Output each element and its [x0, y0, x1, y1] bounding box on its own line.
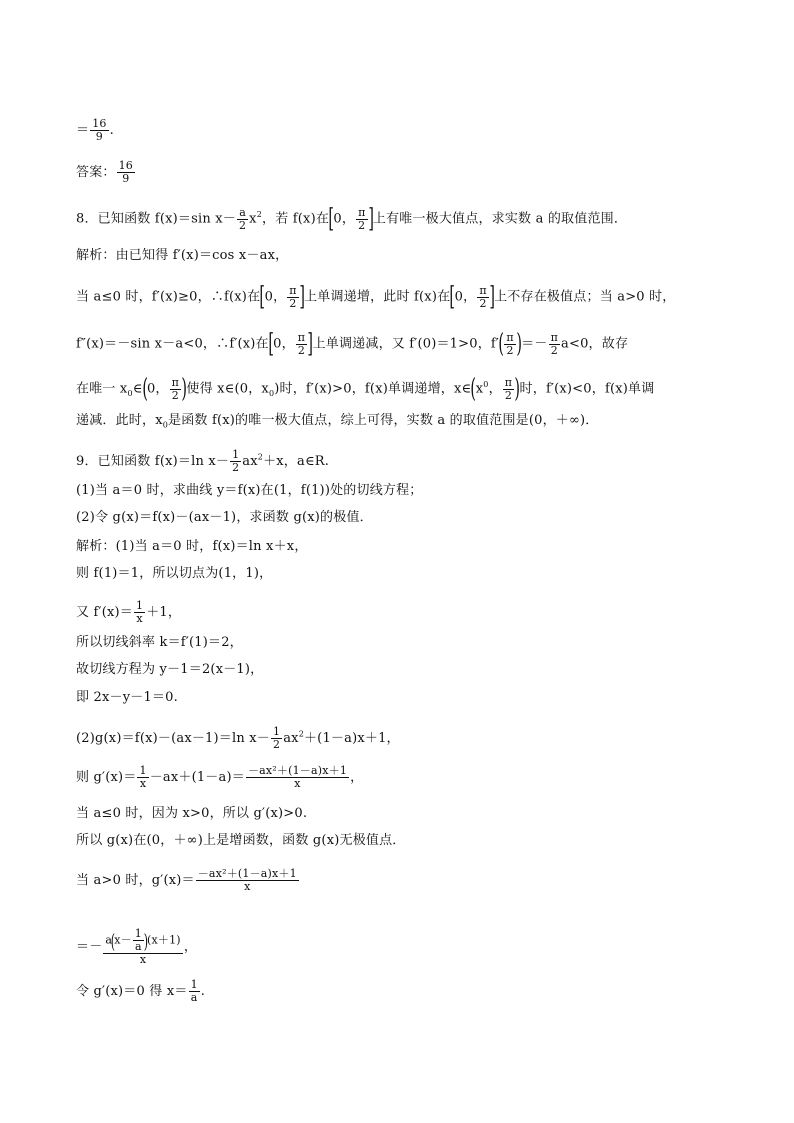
fraction — [134, 600, 145, 625]
text: x — [249, 211, 257, 227]
fraction — [504, 332, 515, 357]
text: 当 a≤0 时，因为 x>0，所以 g′(x)>0. — [76, 806, 308, 821]
text: 使得 x∈(0，x — [186, 381, 269, 397]
denominator: 9 — [95, 130, 103, 143]
denominator: a — [190, 991, 198, 1004]
text: 令 g′(x)＝0 得 x＝ — [76, 984, 188, 999]
text: 8．已知函数 f(x)＝sin x－ — [76, 211, 236, 227]
line-result — [76, 118, 114, 143]
solution-9-line1 — [76, 539, 308, 555]
text: －ax＋(1－a)＝ — [149, 770, 245, 785]
text: 0， — [264, 289, 287, 305]
text: ＝ — [76, 123, 90, 138]
text: 则 g′(x)＝ — [76, 770, 137, 785]
denominator: 2 — [479, 296, 487, 310]
bracket: [ — [259, 282, 266, 312]
solution-8-line1 — [76, 248, 288, 264]
text: x — [475, 381, 484, 397]
text: ， — [488, 381, 502, 397]
subscript: 0 — [127, 389, 133, 399]
denominator: 2 — [504, 388, 513, 402]
text: 时，f′(x)<0，f(x)单调 — [519, 381, 655, 397]
text: ＝－ — [521, 336, 548, 352]
problem-9-part1 — [76, 483, 423, 499]
numerator: π — [289, 283, 297, 297]
numerator: π — [479, 283, 487, 297]
denominator: x — [139, 953, 147, 966]
numerator: 1 — [135, 599, 144, 612]
bracket: ] — [299, 282, 305, 312]
bracket: ] — [307, 329, 314, 359]
fraction — [296, 332, 307, 357]
text: 0， — [146, 381, 169, 397]
text: ax — [242, 454, 258, 469]
denominator: x — [244, 880, 251, 893]
bracket: ( — [498, 329, 505, 359]
bracket: ] — [489, 282, 495, 312]
text: (2)g(x)＝f(x)－(ax－1)＝ln x－ — [76, 731, 270, 746]
numerator: π — [297, 330, 306, 344]
numerator: 1 — [139, 764, 147, 777]
numerator: －ax²＋(1－a)x＋1 — [197, 867, 297, 880]
denominator: 2 — [232, 461, 240, 474]
bracket: [ — [328, 204, 335, 234]
text: a<0，故存 — [561, 336, 629, 352]
superscript: 2 — [256, 210, 263, 220]
numerator: 16 — [118, 159, 134, 172]
superscript: 2 — [298, 729, 304, 739]
text: 所以切线斜率 k＝f′(1)＝2， — [76, 635, 243, 650]
text: ＋1， — [146, 605, 182, 620]
text: 在唯一 x — [76, 381, 128, 397]
numerator: a — [237, 207, 248, 220]
bracket: ) — [143, 928, 149, 953]
solution-9-line4 — [76, 635, 243, 651]
fraction — [137, 765, 148, 790]
text: 上单调递增，此时 f(x)在 — [304, 289, 451, 305]
solution-9-line9 — [76, 806, 307, 822]
bracket: ( — [110, 928, 116, 953]
denominator: 2 — [289, 296, 297, 310]
fraction — [189, 979, 200, 1004]
solution-9-line12 — [76, 928, 197, 966]
solution-9-line7 — [76, 726, 400, 751]
fraction — [90, 118, 108, 143]
fraction — [117, 160, 135, 185]
numerator: π — [506, 330, 514, 344]
text: ∈ — [132, 381, 143, 397]
text: (x＋1) — [147, 933, 181, 947]
text: 上有唯一极大值点，求实数 a 的取值范围． — [372, 211, 628, 227]
denominator: x — [136, 612, 143, 625]
numerator: π — [358, 205, 366, 219]
text: x－ — [114, 933, 132, 947]
solution-9-line13 — [76, 979, 205, 1004]
solution-9-line2 — [76, 566, 272, 582]
bracket: ) — [181, 374, 188, 404]
fraction — [287, 285, 298, 310]
text: 上单调递减，又 f′(0)＝1>0，f′ — [312, 336, 500, 352]
solution-8-line4 — [76, 376, 654, 402]
denominator: 2 — [238, 218, 247, 232]
bracket: [ — [268, 329, 274, 359]
solution-9-line6 — [76, 690, 178, 706]
denominator: 2 — [358, 218, 366, 232]
text: )时，f′(x)>0，f(x)单调递增，x∈ — [274, 381, 472, 397]
superscript: 2 — [257, 452, 264, 462]
text: ， — [183, 939, 198, 955]
text: 是函数 f(x)的唯一极大值点，综上可得，实数 a 的取值范围是(0，＋∞)． — [168, 413, 599, 428]
bracket: [ — [449, 282, 456, 312]
denominator: 2 — [273, 738, 281, 751]
text: ＋(1－a)x＋1， — [303, 731, 400, 746]
fraction — [230, 449, 241, 474]
text: (1)当 a＝0 时，求曲线 y＝f(x)在(1，f(1))处的切线方程； — [76, 483, 423, 498]
numerator: π — [550, 330, 559, 344]
solution-9-line8 — [76, 765, 363, 790]
solution-8-line2 — [76, 284, 676, 310]
text: f″(x)＝－sin x－a<0，∴f′(x)在 — [76, 336, 269, 352]
text: a — [105, 933, 113, 947]
text: 又 f′(x)＝ — [76, 605, 133, 620]
text: 0， — [273, 336, 295, 352]
solution-9-line11 — [76, 868, 300, 893]
text: 0， — [454, 289, 477, 305]
text: 当 a>0 时，g′(x)＝ — [76, 873, 195, 888]
text: 故切线方程为 y－1＝2(x－1)， — [76, 662, 264, 677]
denominator: 2 — [171, 388, 179, 402]
fraction — [477, 285, 488, 310]
fraction — [503, 377, 514, 402]
bracket: ( — [470, 374, 477, 404]
text: 上不存在极值点；当 a>0 时， — [494, 289, 676, 305]
problem-9-part2 — [76, 510, 373, 526]
numerator: －ax²＋(1－a)x＋1 — [247, 764, 348, 777]
numerator: 1 — [273, 725, 281, 738]
text: 递减．此时，x — [76, 413, 163, 428]
problem-8 — [76, 206, 627, 232]
fraction — [246, 765, 349, 790]
text: (2)令 g(x)＝f(x)－(ax－1)，求函数 g(x)的极值． — [76, 510, 373, 525]
denominator: 9 — [122, 172, 130, 185]
denominator: 2 — [550, 343, 558, 357]
text: . — [109, 123, 114, 138]
numerator: π — [504, 375, 513, 389]
text: 答案： — [76, 165, 116, 180]
subscript: 0 — [268, 389, 275, 399]
numerator: 1 — [232, 448, 240, 461]
text: ， — [350, 770, 364, 785]
bracket: ) — [516, 329, 522, 359]
text: ax — [283, 731, 299, 746]
text: ，若 f(x)在 — [262, 211, 330, 227]
denominator: a — [135, 940, 142, 953]
numerator: π — [171, 375, 180, 389]
text: 则 f(1)＝1，所以切点为(1，1)， — [76, 566, 273, 581]
fraction — [237, 207, 248, 232]
fraction — [103, 928, 182, 966]
text: . — [200, 984, 206, 999]
text: 9．已知函数 f(x)＝ln x－ — [76, 454, 230, 469]
text: ＝－ — [76, 939, 103, 955]
text: ＋x，a∈R. — [263, 454, 330, 469]
text: 解析：(1)当 a＝0 时，f(x)＝ln x＋x， — [76, 539, 308, 554]
solution-9-line3 — [76, 600, 181, 625]
problem-9 — [76, 449, 329, 474]
fraction — [271, 726, 282, 751]
denominator: x — [294, 777, 301, 790]
bracket: ) — [514, 374, 521, 404]
bracket: ] — [367, 204, 374, 234]
solution-9-line10 — [76, 833, 406, 849]
solution-9-line5 — [76, 662, 263, 678]
numerator: 16 — [92, 117, 107, 130]
fraction — [196, 868, 299, 893]
denominator: 2 — [297, 343, 306, 357]
numerator — [103, 928, 182, 954]
solution-8-line3 — [76, 331, 628, 357]
text: 解析：由已知得 f′(x)＝cos x－ax， — [76, 248, 289, 263]
subscript: 0 — [162, 420, 169, 430]
denominator: x — [139, 777, 147, 790]
text: 0， — [333, 211, 356, 227]
numerator: 1 — [190, 978, 198, 991]
bracket: ( — [141, 374, 148, 404]
fraction — [170, 377, 181, 402]
denominator: 2 — [506, 343, 514, 357]
numerator: 1 — [134, 927, 142, 940]
text: 即 2x－y－1＝0. — [76, 690, 178, 705]
fraction — [549, 332, 560, 357]
solution-8-line5 — [76, 413, 599, 434]
text: 当 a≤0 时，f′(x)≥0，∴f(x)在 — [76, 289, 261, 305]
fraction — [356, 207, 367, 232]
text: 所以 g(x)在(0，＋∞)上是增函数，函数 g(x)无极值点． — [76, 833, 406, 848]
line-answer — [76, 160, 136, 185]
superscript: 0 — [483, 380, 489, 390]
fraction — [133, 928, 144, 953]
